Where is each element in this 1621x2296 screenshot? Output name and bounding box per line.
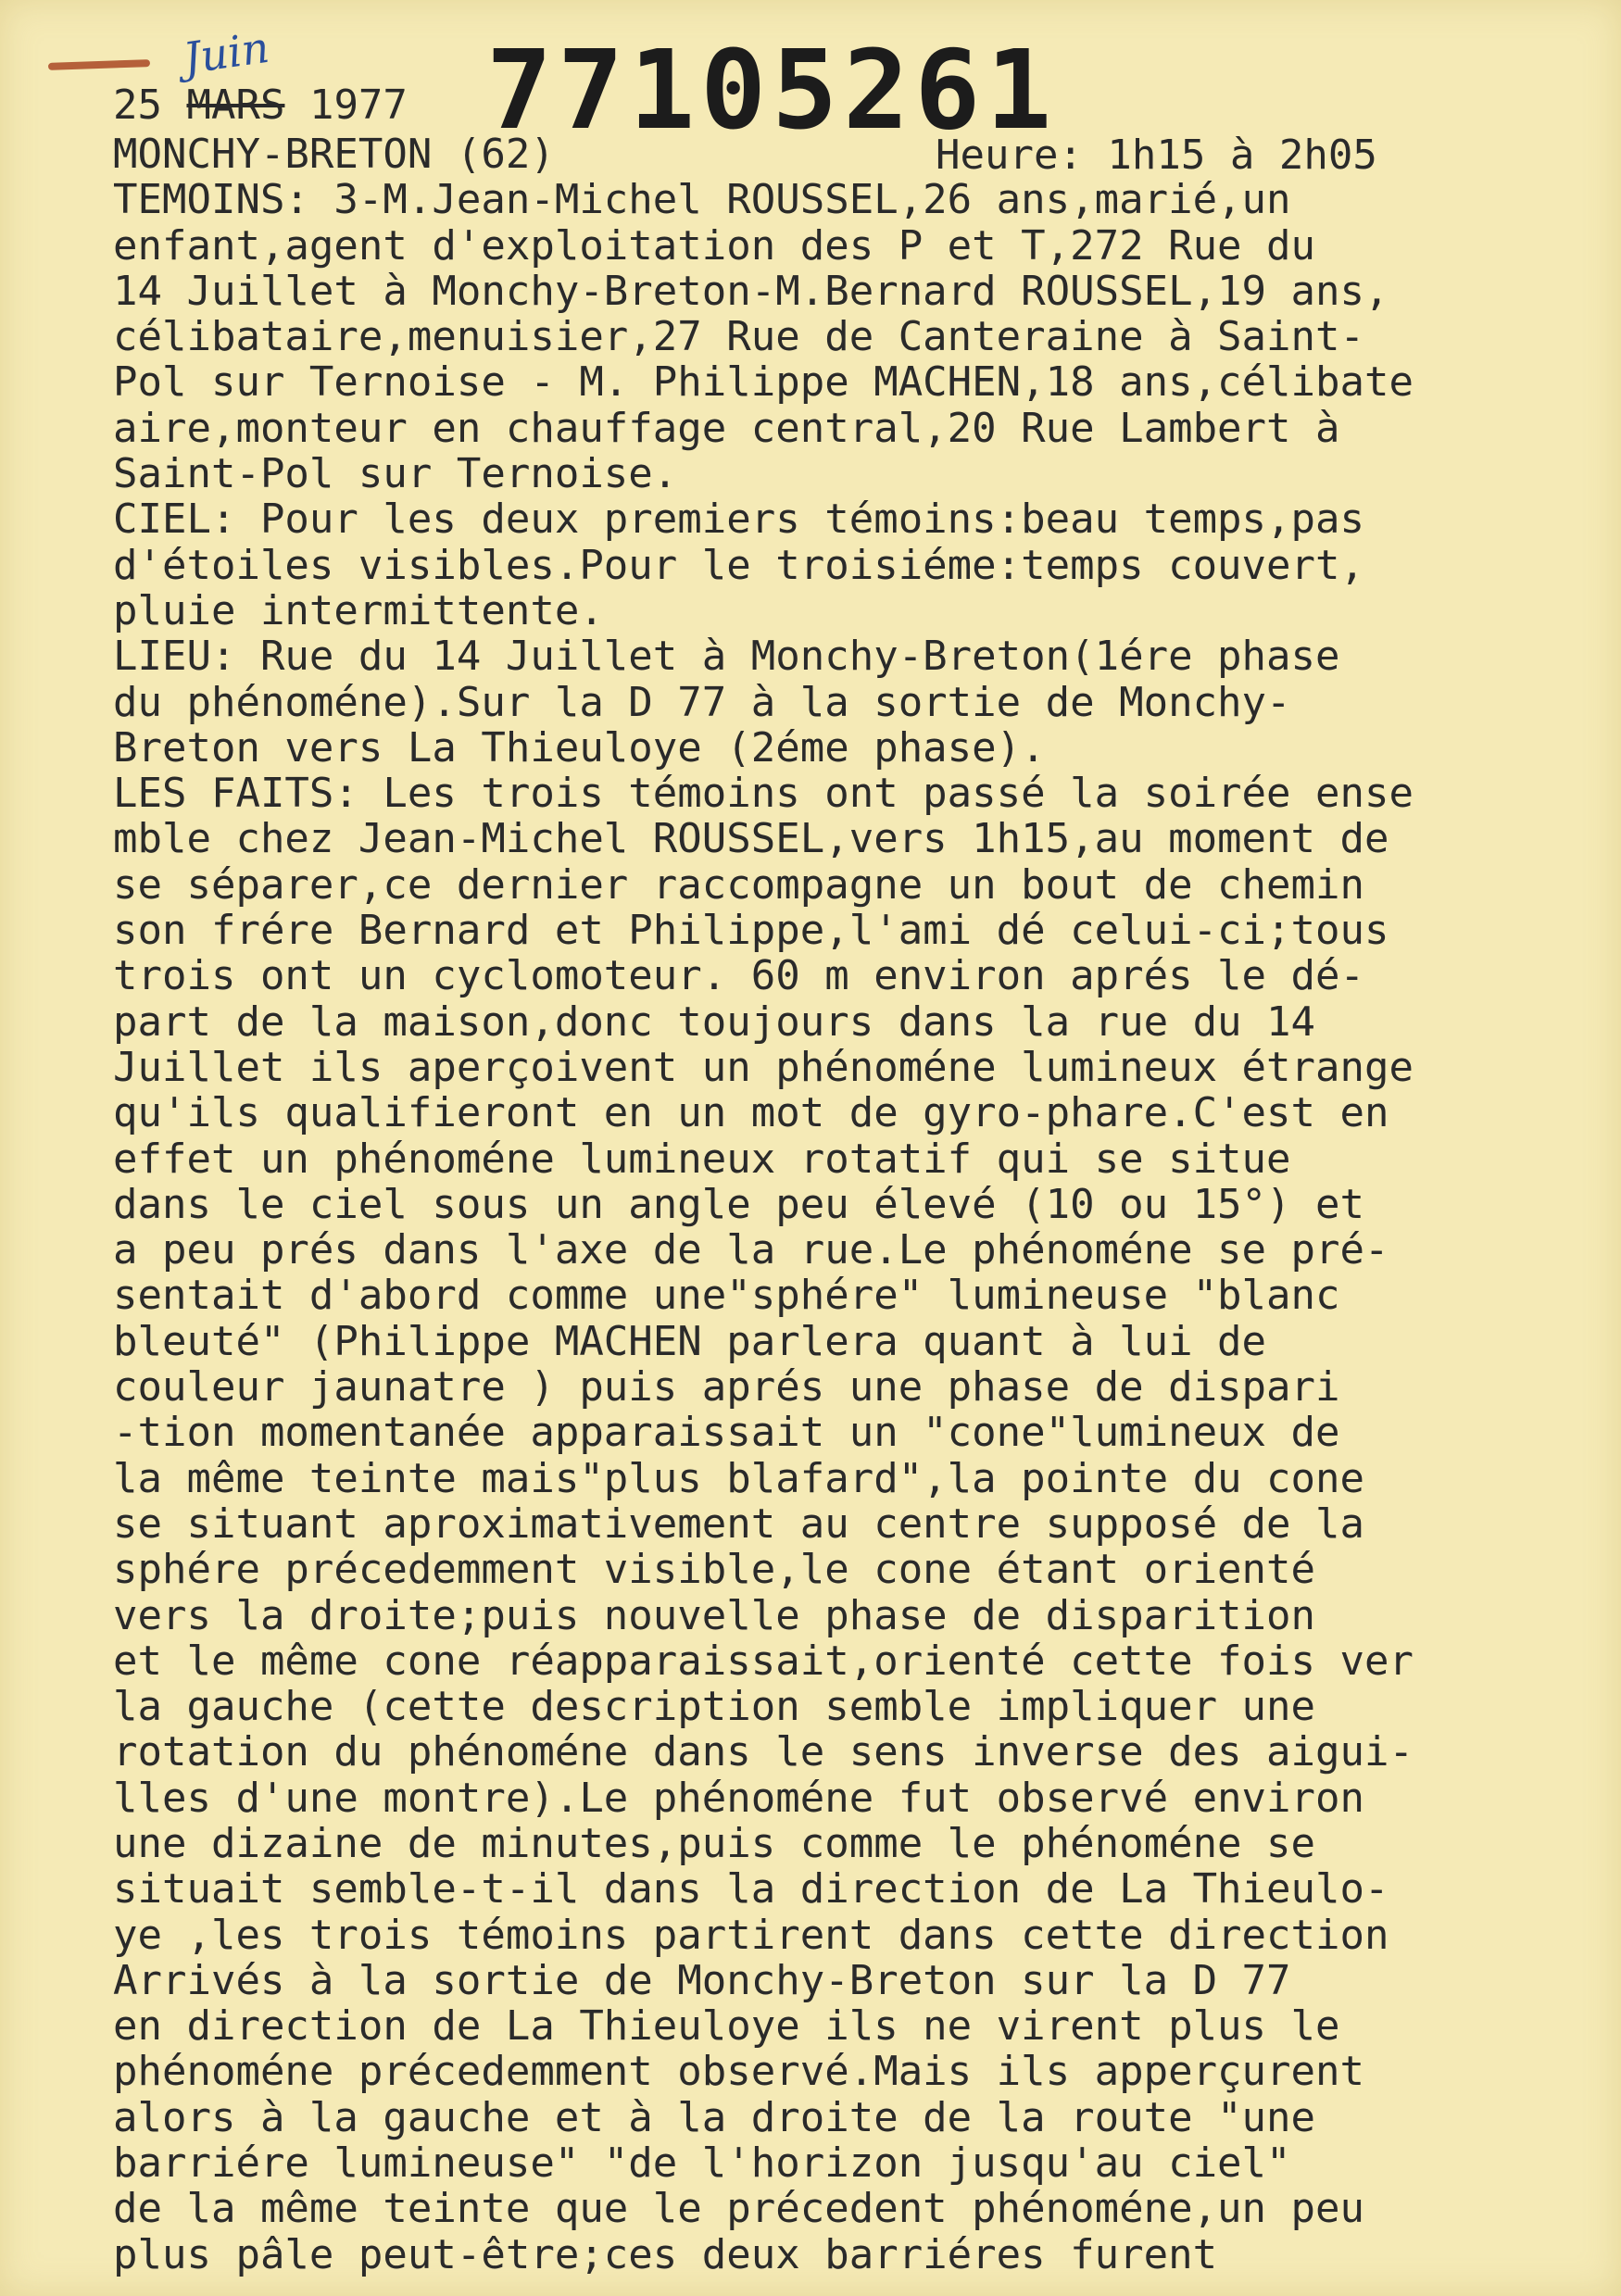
text-line: d'étoiles visibles.Pour le troisiéme:temps couvert, bbox=[113, 541, 1365, 589]
text-line: alors à la gauche et à la droite de la route "une bbox=[113, 2093, 1316, 2141]
text-line: lles d'une montre).Le phénoméne fut observé environ bbox=[113, 1774, 1365, 1822]
time-range: Heure: 1h15 à 2h05 bbox=[936, 132, 1377, 179]
document-number: 77105261 bbox=[486, 26, 1058, 154]
text-line: rotation du phénoméne dans le sens inverse des aigui- bbox=[113, 1728, 1414, 1776]
handwritten-month: Juin bbox=[180, 21, 272, 84]
date-year: 1977 bbox=[308, 82, 408, 129]
text-line: bleuté" (Philippe MACHEN parlera quant à lui de bbox=[113, 1317, 1267, 1365]
text-line: son frére Bernard et Philippe,l'ami dé celui-ci;tous bbox=[113, 907, 1389, 955]
text-line: couleur jaunatre ) puis aprés une phase de dispari bbox=[113, 1363, 1340, 1411]
text-line: Breton vers La Thieuloye (2éme phase). bbox=[113, 723, 1046, 772]
text-line: -tion momentanée apparaissait un "cone"lumineux de bbox=[113, 1409, 1340, 1457]
text-line: LES FAITS: Les trois témoins ont passé la soirée ense bbox=[113, 770, 1414, 818]
staple-mark bbox=[48, 59, 150, 70]
date-struck-month: MARS bbox=[186, 82, 285, 129]
text-line: sentait d'abord comme une"sphére" lumineuse "blanc bbox=[113, 1272, 1340, 1320]
text-line: barriére lumineuse" "de l'horizon jusqu'au ciel" bbox=[113, 2139, 1291, 2188]
text-line: enfant,agent d'exploitation des P et T,272 Rue du bbox=[113, 221, 1316, 270]
text-line: Pol sur Ternoise - M. Philippe MACHEN,18 ans,célibate bbox=[113, 358, 1414, 407]
text-line: se situant aproximativement au centre supposé de la bbox=[113, 1499, 1365, 1548]
text-line: LIEU: Rue du 14 Juillet à Monchy-Breton(1ére phase bbox=[113, 633, 1340, 681]
text-line: situait semble-t-il dans la direction de La Thieulo- bbox=[113, 1865, 1389, 1913]
text-line: MONCHY-BRETON (62) bbox=[113, 131, 555, 178]
date-day: 25 bbox=[113, 82, 162, 129]
text-line: effet un phénoméne lumineux rotatif qui se situe bbox=[113, 1135, 1291, 1183]
text-line: ye ,les trois témoins partirent dans cette direction bbox=[113, 1911, 1389, 1959]
text-line: part de la maison,donc toujours dans la rue du 14 bbox=[113, 997, 1316, 1046]
text-line: se séparer,ce dernier raccompagne un bout de chemin bbox=[113, 860, 1365, 909]
text-line: vers la droite;puis nouvelle phase de disparition bbox=[113, 1591, 1316, 1639]
text-line: Juillet ils aperçoivent un phénoméne lumineux étrange bbox=[113, 1043, 1414, 1091]
text-line: aire,monteur en chauffage central,20 Rue Lambert à bbox=[113, 404, 1340, 452]
text-line: de la même teinte que le précedent phénoméne,un peu bbox=[113, 2185, 1365, 2233]
text-line: qu'ils qualifieront en un mot de gyro-phare.C'est en bbox=[113, 1089, 1389, 1137]
text-line: sphére précedemment visible,le cone étant orienté bbox=[113, 1546, 1316, 1594]
report-date bbox=[113, 82, 408, 129]
text-line: CIEL: Pour les deux premiers témoins:beau temps,pas bbox=[113, 496, 1365, 544]
report-body bbox=[113, 132, 1604, 2277]
text-line: trois ont un cyclomoteur. 60 m environ aprés le dé- bbox=[113, 952, 1365, 1000]
text-line: une dizaine de minutes,puis comme le phénoméne se bbox=[113, 1819, 1316, 1867]
text-line: TEMOINS: 3-M.Jean-Michel ROUSSEL,26 ans,marié,un bbox=[113, 176, 1291, 224]
text-line: du phénoméne).Sur la D 77 à la sortie de Monchy- bbox=[113, 678, 1291, 726]
text-line: célibataire,menuisier,27 Rue de Canteraine à Saint- bbox=[113, 313, 1365, 361]
text-line: en direction de La Thieuloye ils ne virent plus le bbox=[113, 2002, 1340, 2051]
text-line: Arrivés à la sortie de Monchy-Breton sur la D 77 bbox=[113, 1956, 1291, 2004]
text-line: phénoméne précedemment observé.Mais ils apperçurent bbox=[113, 2048, 1365, 2096]
text-line: a peu prés dans l'axe de la rue.Le phénoméne se pré- bbox=[113, 1226, 1389, 1274]
text-line: dans le ciel sous un angle peu élevé (10 ou 15°) et bbox=[113, 1180, 1365, 1228]
text-line: Saint-Pol sur Ternoise. bbox=[113, 450, 678, 498]
text-line: 14 Juillet à Monchy-Breton-M.Bernard ROUSSEL,19 ans, bbox=[113, 267, 1389, 315]
text-line: la même teinte mais"plus blafard",la pointe du cone bbox=[113, 1454, 1365, 1502]
text-line: et le même cone réapparaissait,orienté cette fois ver bbox=[113, 1637, 1414, 1685]
text-line: plus pâle peut-être;ces deux barriéres furent bbox=[113, 2230, 1218, 2278]
text-line: pluie intermittente. bbox=[113, 586, 604, 634]
text-line: mble chez Jean-Michel ROUSSEL,vers 1h15,au moment de bbox=[113, 815, 1389, 863]
text-line: la gauche (cette description semble impliquer une bbox=[113, 1683, 1316, 1731]
